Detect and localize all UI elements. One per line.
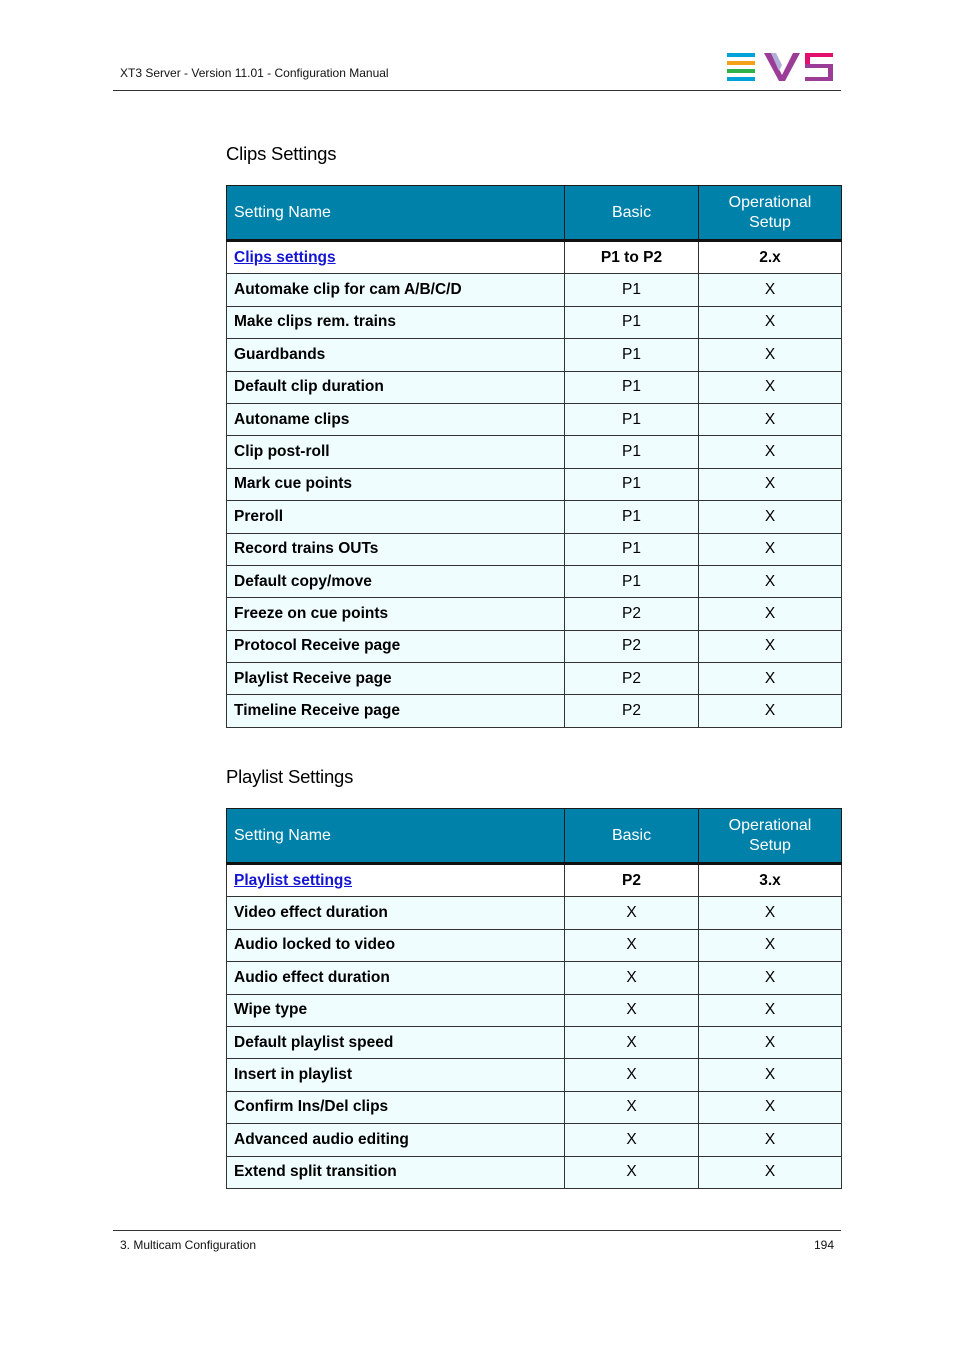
basic-cell: X — [565, 962, 699, 994]
setting-name-cell: Autoname clips — [227, 403, 565, 435]
setting-name-cell: Audio locked to video — [227, 929, 565, 961]
table-row — [227, 962, 842, 994]
setting-name-cell: Default copy/move — [227, 565, 565, 597]
column-header-operational-setup: Operational Setup — [699, 186, 842, 241]
basic-cell: X — [565, 1059, 699, 1091]
setting-name-cell: Confirm Ins/Del clips — [227, 1091, 565, 1123]
operational-setup-cell: X — [699, 436, 842, 468]
footer-divider — [113, 1230, 841, 1231]
table-row — [227, 897, 842, 929]
setting-name-cell: Default playlist speed — [227, 1026, 565, 1058]
table-row — [227, 994, 842, 1026]
table-row — [227, 1156, 842, 1188]
basic-cell: X — [565, 1026, 699, 1058]
operational-setup-cell: X — [699, 468, 842, 500]
operational-setup-cell: X — [699, 962, 842, 994]
basic-cell: P2 — [565, 864, 699, 897]
basic-cell: P1 — [565, 403, 699, 435]
table-row — [227, 565, 842, 597]
operational-setup-cell: X — [699, 403, 842, 435]
setting-name-cell: Automake clip for cam A/B/C/D — [227, 274, 565, 306]
table-row — [227, 663, 842, 695]
clips-settings-table — [226, 185, 842, 728]
operational-setup-cell: X — [699, 598, 842, 630]
basic-cell: P2 — [565, 630, 699, 662]
playlist-settings-table — [226, 808, 842, 1189]
setting-name-cell: Make clips rem. trains — [227, 306, 565, 338]
header-divider — [113, 90, 841, 91]
column-header-basic: Basic — [565, 186, 699, 241]
operational-setup-cell: X — [699, 501, 842, 533]
table-row — [227, 501, 842, 533]
clips-settings-link[interactable]: Clips settings — [234, 248, 336, 266]
operational-setup-cell: X — [699, 1156, 842, 1188]
setting-name-cell: Record trains OUTs — [227, 533, 565, 565]
setting-name-cell: Advanced audio editing — [227, 1124, 565, 1156]
basic-cell: X — [565, 897, 699, 929]
table-row — [227, 929, 842, 961]
table-row — [227, 306, 842, 338]
basic-cell: P1 — [565, 274, 699, 306]
operational-setup-cell: X — [699, 1124, 842, 1156]
table-row — [227, 371, 842, 403]
setting-name-cell: Insert in playlist — [227, 1059, 565, 1091]
basic-cell: X — [565, 1124, 699, 1156]
basic-cell: P1 — [565, 468, 699, 500]
operational-setup-cell: X — [699, 274, 842, 306]
basic-cell: P1 to P2 — [565, 241, 699, 274]
basic-cell: P1 — [565, 533, 699, 565]
table-row — [227, 241, 842, 274]
operational-setup-cell: 3.x — [699, 864, 842, 897]
basic-cell: P1 — [565, 501, 699, 533]
setting-name-cell: Protocol Receive page — [227, 630, 565, 662]
table-row — [227, 533, 842, 565]
table-row — [227, 339, 842, 371]
setting-name-cell: Freeze on cue points — [227, 598, 565, 630]
document-header-title: XT3 Server - Version 11.01 - Configuration Manual — [120, 66, 389, 80]
table-row — [227, 1091, 842, 1123]
operational-setup-cell: X — [699, 695, 842, 727]
operational-setup-cell: X — [699, 533, 842, 565]
operational-setup-cell: X — [699, 565, 842, 597]
operational-setup-cell: X — [699, 1026, 842, 1058]
column-header-setting-name: Setting Name — [227, 186, 565, 241]
basic-cell: P2 — [565, 598, 699, 630]
clips-settings-heading: Clips Settings — [226, 143, 337, 164]
basic-cell: P1 — [565, 436, 699, 468]
setting-name-cell: Clip post-roll — [227, 436, 565, 468]
operational-setup-cell: X — [699, 994, 842, 1026]
table-row — [227, 598, 842, 630]
basic-cell: P1 — [565, 565, 699, 597]
footer-section-name: 3. Multicam Configuration — [120, 1238, 257, 1252]
operational-setup-cell: X — [699, 630, 842, 662]
setting-name-cell: Extend split transition — [227, 1156, 565, 1188]
basic-cell: X — [565, 929, 699, 961]
operational-setup-cell: X — [699, 663, 842, 695]
setting-name-cell: Video effect duration — [227, 897, 565, 929]
setting-name-cell: Guardbands — [227, 339, 565, 371]
playlist-settings-heading: Playlist Settings — [226, 766, 354, 787]
basic-cell: X — [565, 1156, 699, 1188]
operational-setup-cell: X — [699, 929, 842, 961]
operational-setup-cell: X — [699, 1059, 842, 1091]
basic-cell: P2 — [565, 663, 699, 695]
setting-name-cell: Preroll — [227, 501, 565, 533]
evs-logo — [727, 53, 833, 81]
column-header-basic: Basic — [565, 809, 699, 864]
table-row — [227, 468, 842, 500]
table-row — [227, 630, 842, 662]
operational-setup-cell: X — [699, 1091, 842, 1123]
table-row — [227, 1059, 842, 1091]
table-row — [227, 403, 842, 435]
setting-name-cell: Mark cue points — [227, 468, 565, 500]
basic-cell: P1 — [565, 306, 699, 338]
column-header-operational-setup: Operational Setup — [699, 809, 842, 864]
operational-setup-cell: 2.x — [699, 241, 842, 274]
basic-cell: P1 — [565, 339, 699, 371]
operational-setup-cell: X — [699, 306, 842, 338]
setting-name-cell: Playlist Receive page — [227, 663, 565, 695]
operational-setup-cell: X — [699, 339, 842, 371]
table-row — [227, 1026, 842, 1058]
operational-setup-cell: X — [699, 371, 842, 403]
basic-cell: X — [565, 1091, 699, 1123]
setting-name-cell: Default clip duration — [227, 371, 565, 403]
playlist-settings-link[interactable]: Playlist settings — [234, 871, 353, 889]
page-number: 194 — [813, 1238, 834, 1252]
table-row — [227, 1124, 842, 1156]
setting-name-cell: Timeline Receive page — [227, 695, 565, 727]
table-header-row — [227, 186, 842, 241]
basic-cell: P1 — [565, 371, 699, 403]
setting-name-cell: Audio effect duration — [227, 962, 565, 994]
setting-name-cell: Wipe type — [227, 994, 565, 1026]
operational-setup-cell: X — [699, 897, 842, 929]
table-row — [227, 695, 842, 727]
basic-cell: X — [565, 994, 699, 1026]
column-header-setting-name: Setting Name — [227, 809, 565, 864]
table-row — [227, 436, 842, 468]
table-row — [227, 274, 842, 306]
table-row — [227, 864, 842, 897]
table-header-row — [227, 809, 842, 864]
basic-cell: P2 — [565, 695, 699, 727]
